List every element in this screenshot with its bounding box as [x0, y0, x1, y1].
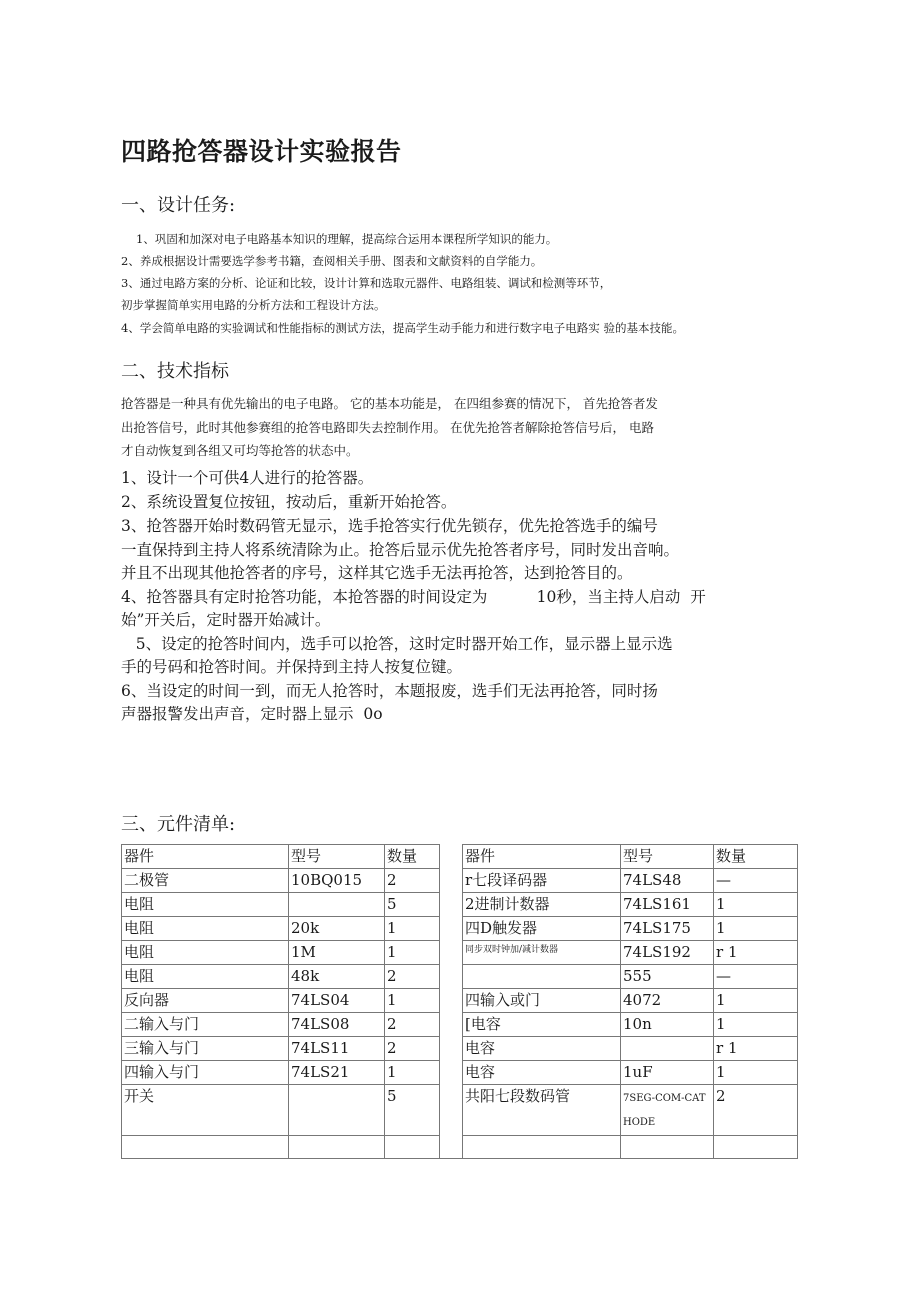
column-gap [440, 1085, 463, 1136]
model-cell [621, 1136, 714, 1159]
model-cell: 1uF [621, 1061, 714, 1085]
component-cell: 四输入与门 [122, 1061, 289, 1085]
component-cell: 电阻 [122, 941, 289, 965]
column-gap [440, 845, 463, 869]
table-row [122, 1136, 798, 1159]
page-title: 四路抢答器设计实验报告 [121, 137, 402, 166]
model-cell: 1M [289, 941, 385, 965]
quantity-cell: 1 [714, 893, 798, 917]
quantity-cell [385, 1136, 440, 1159]
column-gap [440, 1061, 463, 1085]
column-gap [440, 989, 463, 1013]
section1-item: 2、养成根据设计需要选学参考书籍，查阅相关手册、图表和文献资料的自学能力。 [121, 254, 543, 268]
header-cell: 数量 [714, 845, 798, 869]
component-cell: 电阻 [122, 893, 289, 917]
component-cell: 四D触发器 [463, 917, 621, 941]
component-cell: [电容 [463, 1013, 621, 1037]
table-row [122, 1037, 798, 1061]
table-row [122, 917, 798, 941]
quantity-cell: r 1 [714, 1037, 798, 1061]
component-cell [463, 965, 621, 989]
model-cell: 74LS08 [289, 1013, 385, 1037]
header-cell: 数量 [385, 845, 440, 869]
model-cell: 4072 [621, 989, 714, 1013]
quantity-cell: — [714, 869, 798, 893]
spec-line: 一直保持到主持人将系统清除为止。抢答后显示优先抢答者序号，同时发出音响。 [121, 541, 680, 559]
column-gap [440, 917, 463, 941]
quantity-cell: 1 [385, 941, 440, 965]
model-cell: 74LS04 [289, 989, 385, 1013]
quantity-cell: 1 [714, 989, 798, 1013]
spec-line: 并且不出现其他抢答者的序号，这样其它选手无法再抢答，达到抢答目的。 [121, 564, 633, 582]
component-cell: 电阻 [122, 917, 289, 941]
header-cell: 型号 [289, 845, 385, 869]
model-cell: 74LS175 [621, 917, 714, 941]
model-cell: 48k [289, 965, 385, 989]
quantity-cell: 2 [385, 1013, 440, 1037]
section1-item: 初步掌握简单实用电路的分析方法和工程设计方法。 [121, 298, 386, 312]
spec-line: 1、设计一个可供4人进行的抢答器。 [121, 469, 374, 487]
component-cell: 四输入或门 [463, 989, 621, 1013]
section1-heading: 一、设计任务: [121, 195, 236, 216]
component-cell [463, 1136, 621, 1159]
section2-intro-line: 抢答器是一种具有优先输出的电子电路。 它的基本功能是， 在四组参赛的情况下， 首先抢答者发 [121, 396, 658, 411]
spec-line: 3、抢答器开始时数码管无显示，选手抢答实行优先锁存，优先抢答选手的编号 [121, 517, 658, 535]
quantity-cell: r 1 [714, 941, 798, 965]
quantity-cell: 2 [714, 1085, 798, 1136]
table-row [122, 1061, 798, 1085]
model-cell [289, 893, 385, 917]
model-cell: 74LS192 [621, 941, 714, 965]
component-cell: 反向器 [122, 989, 289, 1013]
component-cell: 共阳七段数码管 [463, 1085, 621, 1136]
quantity-cell: 1 [385, 1061, 440, 1085]
column-gap [440, 893, 463, 917]
table-row [122, 1085, 798, 1136]
column-gap [440, 1037, 463, 1061]
parts-table [121, 844, 798, 1159]
table-row [122, 893, 798, 917]
spec-line: 始”开关后，定时器开始减计。 [121, 611, 331, 629]
model-cell: 10n [621, 1013, 714, 1037]
component-cell: 同步双时钟加/减计数器 [463, 941, 621, 965]
section2-intro-line: 出抢答信号，此时其他参赛组的抢答电路即失去控制作用。 在优先抢答者解除抢答信号后， 电路 [121, 420, 654, 435]
spec-line: 6、当设定的时间一到，而无人抢答时，本题报废，选手们无法再抢答，同时扬 [121, 682, 658, 700]
table-row [122, 989, 798, 1013]
component-cell: r七段译码器 [463, 869, 621, 893]
model-cell: 74LS48 [621, 869, 714, 893]
column-gap [440, 1013, 463, 1037]
table-row [122, 965, 798, 989]
spec-line: 4、抢答器具有定时抢答功能，本抢答器的时间设定为 10秒，当主持人启动 开 [121, 588, 706, 606]
column-gap [440, 965, 463, 989]
quantity-cell: 5 [385, 1085, 440, 1136]
model-cell: 555 [621, 965, 714, 989]
quantity-cell: 1 [385, 989, 440, 1013]
quantity-cell: 2 [385, 1037, 440, 1061]
model-cell [621, 1037, 714, 1061]
table-row [122, 941, 798, 965]
section2-intro-line: 才自动恢复到各组又可均等抢答的状态中。 [121, 443, 359, 458]
component-cell [122, 1136, 289, 1159]
model-cell: 20k [289, 917, 385, 941]
model-cell: 74LS11 [289, 1037, 385, 1061]
quantity-cell: 5 [385, 893, 440, 917]
component-cell: 电容 [463, 1061, 621, 1085]
component-cell: 开关 [122, 1085, 289, 1136]
quantity-cell: 1 [714, 917, 798, 941]
model-cell [289, 1136, 385, 1159]
model-cell: 74LS161 [621, 893, 714, 917]
table-header-row [122, 845, 798, 869]
component-cell: 电阻 [122, 965, 289, 989]
component-cell: 二输入与门 [122, 1013, 289, 1037]
section1-item: 3、通过电路方案的分析、论证和比较，设计计算和选取元器件、电路组装、调试和检测等环节， [121, 276, 612, 290]
table-row [122, 1013, 798, 1037]
quantity-cell: 1 [385, 917, 440, 941]
component-cell: 三输入与门 [122, 1037, 289, 1061]
header-cell: 型号 [621, 845, 714, 869]
quantity-cell: 2 [385, 869, 440, 893]
column-gap [440, 941, 463, 965]
quantity-cell: 1 [714, 1013, 798, 1037]
quantity-cell: 2 [385, 965, 440, 989]
model-cell: 74LS21 [289, 1061, 385, 1085]
section1-item: 4、学会简单电路的实验调试和性能指标的测试方法，提高学生动手能力和进行数字电子电路实 验的基本技能。 [121, 321, 684, 335]
quantity-cell: 1 [714, 1061, 798, 1085]
header-cell: 器件 [463, 845, 621, 869]
model-cell: 10BQ015 [289, 869, 385, 893]
column-gap [440, 1136, 463, 1159]
spec-line: 声器报警发出声音，定时器上显示 0o [121, 705, 383, 723]
spec-line: 5、设定的抢答时间内，选手可以抢答，这时定时器开始工作，显示器上显示选 [121, 635, 673, 653]
component-cell: 2进制计数器 [463, 893, 621, 917]
model-cell: 7SEG-COM-CATHODE [621, 1085, 714, 1136]
header-cell: 器件 [122, 845, 289, 869]
spec-line: 手的号码和抢答时间。并保持到主持人按复位键。 [121, 658, 463, 676]
component-cell: 二极管 [122, 869, 289, 893]
quantity-cell [714, 1136, 798, 1159]
column-gap [440, 869, 463, 893]
spec-line: 2、系统设置复位按钮，按动后，重新开始抢答。 [121, 493, 457, 511]
section3-heading: 三、元件清单: [121, 814, 236, 835]
model-cell [289, 1085, 385, 1136]
component-cell: 电容 [463, 1037, 621, 1061]
section2-heading: 二、技术指标 [121, 361, 229, 382]
section1-item: 1、巩固和加深对电子电路基本知识的理解，提高综合运用本课程所学知识的能力。 [136, 232, 558, 246]
table-row [122, 869, 798, 893]
quantity-cell: — [714, 965, 798, 989]
